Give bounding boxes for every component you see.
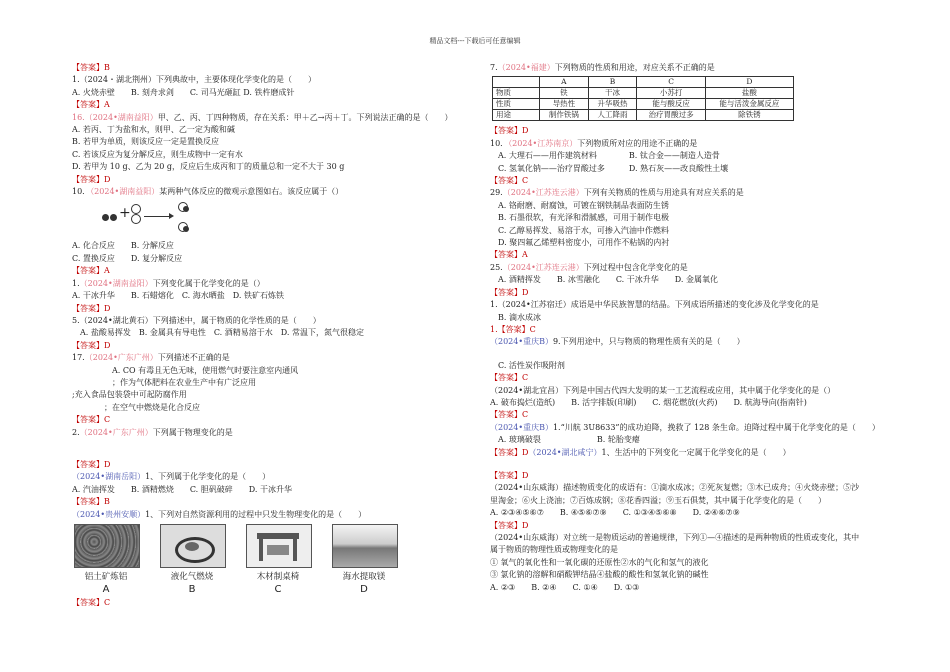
question-line <box>490 62 885 74</box>
answer-line: 【答案】C <box>72 415 111 425</box>
source-tag: （2024•湖南益阳） <box>90 187 160 197</box>
question-line <box>72 509 467 521</box>
right-column <box>490 62 885 594</box>
answer-line: 【答案】D <box>490 470 529 480</box>
table-cell: D <box>705 77 793 88</box>
table-cell: B <box>588 77 637 88</box>
question-line <box>490 262 885 274</box>
light-molecule-icon <box>131 214 141 224</box>
answer-line: 【答案】D <box>72 303 111 313</box>
option-line: ；作为气体肥料在农业生产中有广泛应用 <box>72 377 256 387</box>
product-molecule-icon <box>183 206 189 212</box>
left-column <box>72 62 467 609</box>
option-image-d <box>332 524 396 597</box>
product-molecule-icon <box>183 226 189 232</box>
options-line: A. ②③④⑤⑥⑦ B. ④⑤⑥⑦⑨ C. ①③④⑤⑥⑧ D. ②④⑥⑦⑨ <box>490 508 740 518</box>
question-number: 25. <box>490 262 503 272</box>
option-image-a <box>74 524 138 597</box>
question-line <box>490 422 885 434</box>
table-header-row <box>493 77 794 88</box>
question-number: 1. <box>72 278 80 288</box>
table-cell: 导热性 <box>540 99 589 110</box>
property-table <box>492 76 794 121</box>
table-cell: 能与活泼金属反应 <box>705 99 793 110</box>
answer-line: 【答案】B <box>72 497 110 507</box>
arrow-icon <box>144 216 172 217</box>
table-row <box>493 99 794 110</box>
ore-image <box>74 524 140 568</box>
source-tag: （2024•湖南岳阳） <box>72 472 146 482</box>
statement-line: ③ 氯化钠的溶解和硝酸钾结晶④盐酸的酸性和氢氧化钠的碱性 <box>490 570 709 580</box>
image-letter: A <box>102 584 110 596</box>
question-line <box>72 471 467 483</box>
table-cell: 小苏打 <box>637 88 705 99</box>
option-line: B. 滴水成冰 <box>490 312 541 322</box>
question-line: 属于物质的物理性质或物理变化的是 <box>490 545 618 555</box>
option-line: C. 置换反应 D. 复分解反应 <box>72 253 183 263</box>
answer-line: 【答案】D <box>72 459 111 469</box>
page-header: 精品文档---下载后可任意编辑 <box>429 37 521 45</box>
table-cell: 干冰 <box>588 88 637 99</box>
source-tag: （2024•重庆B） <box>490 422 553 432</box>
option-line: ；在空气中燃烧是化合反应 <box>72 402 200 412</box>
question-number: 7. <box>490 63 498 72</box>
answer-line: 【答案】C <box>72 597 111 607</box>
source-tag: （2024•贵州安顺） <box>72 509 146 519</box>
answer-line: 【答案】A <box>72 100 110 110</box>
gas-stove-image <box>160 524 226 568</box>
option-line: A. 若丙、丁为盐和水，则甲、乙一定为酸和碱 <box>72 125 235 135</box>
question-text: 下列描述不正确的是 <box>157 353 230 363</box>
source-tag: （2024•湖北咸宁） <box>528 447 602 457</box>
light-molecule-icon <box>131 204 141 214</box>
source-tag: （2024•广东广州） <box>84 353 158 363</box>
table-row <box>493 110 794 121</box>
answer-line: 【答案】D <box>72 174 111 184</box>
answer-line: 【答案】D <box>490 520 529 530</box>
image-caption: 海水提取镁 <box>342 572 386 582</box>
furniture-image <box>246 524 312 568</box>
table-cell: 能与酸反应 <box>637 99 705 110</box>
option-line: C. 活性炭作吸附剂 <box>490 360 565 370</box>
question-line: 5.（2024•湖北黄石）下列描述中，属于物质的化学性质的是（ ） <box>72 315 321 325</box>
answer-text: 【答案】D <box>490 447 529 457</box>
question-text: 1、下列对自然资源利用的过程中只发生物理变化的是（ ） <box>145 509 367 519</box>
answer-line: 1.【答案】C <box>490 324 536 334</box>
table-cell: 制作铁锅 <box>540 110 589 121</box>
option-line: C. 乙醇易挥发、易溶于水，可掺入汽油中作燃料 <box>490 225 669 235</box>
answer-line: 【答案】C <box>490 373 529 383</box>
table-cell: 除铁锈 <box>705 110 793 121</box>
question-line <box>72 427 467 439</box>
options-line: A. 干冰升华 B. 石蜡熔化 C. 海水晒盐 D. 铁矿石炼铁 <box>72 291 284 301</box>
question-line <box>72 112 467 124</box>
options-line: A. 大理石——用作建筑材料 B. 钛合金——制造人造骨 <box>490 151 720 161</box>
question-text: 9.下列用途中，只与物质的物理性质有关的是（ ） <box>552 337 745 347</box>
source-tag: （2024•福建） <box>497 63 555 72</box>
source-tag: （2024•江苏连云港） <box>502 262 584 272</box>
arrow-head-icon <box>169 213 174 219</box>
answer-line: 【答案】A <box>72 266 110 276</box>
image-letter: C <box>274 584 282 596</box>
question-line: （2024•山东威海）对立统一是物质运动的普遍规律，下列①—④描述的是两种物质的性质或变化，其中 <box>490 533 860 542</box>
question-line: 里淘金；⑥火上浇油；⑦百炼成钢；⑧花香四溢；⑨玉石俱焚，其中属于化学变化的是（ ） <box>490 495 826 505</box>
image-caption: 液化气燃烧 <box>170 572 214 582</box>
question-number: 10． <box>490 138 509 148</box>
dark-molecule-icon <box>102 214 109 221</box>
source-tag: （2024•江苏连云港） <box>502 188 584 198</box>
options-line: A. ②③ B. ②④ C. ①④ D. ①③ <box>490 582 640 592</box>
question-text: 甲、乙、丙、丁四种物质，存在关系：甲＋乙→丙＋丁。下列说法正确的是（ ） <box>157 112 453 122</box>
source-tag: （2024•广东广州） <box>79 427 153 437</box>
question-number: 17. <box>72 353 85 363</box>
table-cell: A <box>540 77 589 88</box>
question-line <box>72 352 467 364</box>
seawater-image <box>332 524 398 568</box>
question-text: 1、生活中的下列变化一定属于化学变化的是（ ） <box>601 447 791 457</box>
table-cell: 物质 <box>493 88 540 99</box>
image-caption: 铝土矿炼铝 <box>84 572 128 582</box>
option-line: D. 若甲为 10 g、乙为 20 g，反应后生成丙和丁的质量总和一定不大于 30 g <box>72 162 345 172</box>
image-caption: 木材制桌椅 <box>256 572 300 582</box>
question-line <box>490 336 885 348</box>
option-image-row <box>74 524 467 597</box>
question-line: （2024•山东威海）描述物质变化的成语有：①滴水成冰；②死灰复燃；③木已成舟；④火烧赤壁；⑤沙 <box>490 483 860 493</box>
question-line <box>490 187 885 199</box>
question-text: 下列物质所对应的用途不正确的是 <box>577 138 698 148</box>
options-line: A. 破布捣烂(造纸) B. 活字排版(印刷) C. 烟花燃放(火药) D. 航海导向(指南针) <box>490 397 807 407</box>
table-cell: 人工降雨 <box>588 110 637 121</box>
table-cell: 性质 <box>493 99 540 110</box>
options-line: C. 氢氧化钠——治疗胃酸过多 D. 熟石灰——改良酸性土壤 <box>490 163 729 173</box>
source-tag: （2024•江苏南京） <box>508 138 578 148</box>
image-letter: B <box>188 584 196 596</box>
source-tag: 16.（2024•湖南益阳） <box>72 112 158 122</box>
answer-line: 【答案】B <box>72 63 110 72</box>
options-line: A. 火烧赤壁 B. 刻舟求剑 C. 司马光砸缸 D. 铁杵磨成针 <box>72 87 295 97</box>
question-line <box>72 278 467 290</box>
options-line: A. 盐酸易挥发 B. 金属具有导电性 C. 酒精易溶于水 D. 常温下，氮气很稳定 <box>72 328 364 338</box>
answer-line: 【答案】C <box>490 176 529 186</box>
options-line: A. 酒精挥发 B. 冰雪融化 C. 干冰升华 D. 金属氧化 <box>490 275 718 285</box>
question-line <box>490 447 885 459</box>
option-image-c <box>246 524 310 597</box>
question-text: 下列变化属于化学变化的是（） <box>152 278 265 288</box>
option-line: A. CO 有毒且无色无味，使用燃气时要注意室内通风 <box>72 365 299 375</box>
question-number: 2. <box>72 427 80 437</box>
table-row <box>493 88 794 99</box>
question-line <box>72 186 467 198</box>
option-line: C. 若该反应为复分解反应，则生成物中一定有水 <box>72 149 243 159</box>
plus-icon: + <box>119 205 131 222</box>
question-line <box>490 138 885 150</box>
options-line: A. 汽油挥发 B. 酒精燃烧 C. 胆矾破碎 D. 干冰升华 <box>72 484 292 494</box>
question-line: 1.（2024•江苏宿迁）成语是中华民族智慧的结晶。下列成语所描述的变化涉及化学变化的是 <box>490 300 819 310</box>
question-line: 1.（2024・湖北荆州）下列典故中，主要体现化学变化的是（ ） <box>72 75 316 85</box>
source-tag: （2024•重庆B） <box>490 337 553 347</box>
question-text: 1.“川航 3U8633”的成功迫降，挽救了 128 条生命。迫降过程中属于化学变化的是（ ） <box>552 422 880 432</box>
question-text: 1、下列属于化学变化的是（ ） <box>145 472 271 482</box>
table-cell: 升华吸热 <box>588 99 637 110</box>
answer-line: 【答案】C <box>490 410 529 420</box>
reaction-diagram <box>72 202 467 236</box>
answer-line: 【答案】D <box>490 287 529 297</box>
source-tag: （2024•湖南益阳） <box>79 278 153 288</box>
table-cell: 治疗胃酸过多 <box>637 110 705 121</box>
statement-line: ① 氧气的氧化性和一氧化碳的还原性②水的气化和氢气的液化 <box>490 557 709 567</box>
question-number: 29. <box>490 188 503 198</box>
option-line: B. 若甲为单质，则该反应一定是置换反应 <box>72 137 219 147</box>
table-cell: 铁 <box>540 88 589 99</box>
answer-line: 【答案】D <box>490 126 529 136</box>
table-cell: 用途 <box>493 110 540 121</box>
question-number: 10． <box>72 187 91 197</box>
question-text: 某两种气体反应的微观示意图如右。该反应属于（） <box>159 187 344 197</box>
option-image-b <box>160 524 224 597</box>
option-line: A. 铬耐磨、耐腐蚀，可镀在钢铁制品表面防生锈 <box>490 200 669 210</box>
table-cell: 盐酸 <box>705 88 793 99</box>
dark-molecule-icon <box>110 214 117 221</box>
option-line: B. 石墨很软，有光泽和滑腻感，可用于制作电极 <box>490 213 669 223</box>
option-line: A. 化合反应 B. 分解反应 <box>72 241 174 251</box>
answer-line: 【答案】A <box>490 250 528 260</box>
table-cell <box>493 77 540 88</box>
image-letter: D <box>360 584 368 596</box>
question-text: 下列物质的性质和用途，对应关系不正确的是 <box>554 63 715 72</box>
question-line: （2024•湖北宜昌）下列是中国古代四大发明的某一工艺流程或应用，其中属于化学变化的是（） <box>490 385 836 395</box>
answer-line: 【答案】D <box>72 340 111 350</box>
question-text: 下列过程中包含化学变化的是 <box>583 262 688 272</box>
question-text: 下列有关物质的性质与用途具有对应关系的是 <box>583 188 744 198</box>
option-line: ;充入食品包装袋中可起防腐作用 <box>72 390 187 400</box>
question-text: 下列属于物理变化的是 <box>152 427 233 437</box>
option-line: D. 聚四氟乙烯塑料密度小，可用作不粘锅的内衬 <box>490 238 670 248</box>
options-line: A. 玻璃破裂 B. 轮胎变瘪 <box>490 435 640 445</box>
table-cell: C <box>637 77 705 88</box>
